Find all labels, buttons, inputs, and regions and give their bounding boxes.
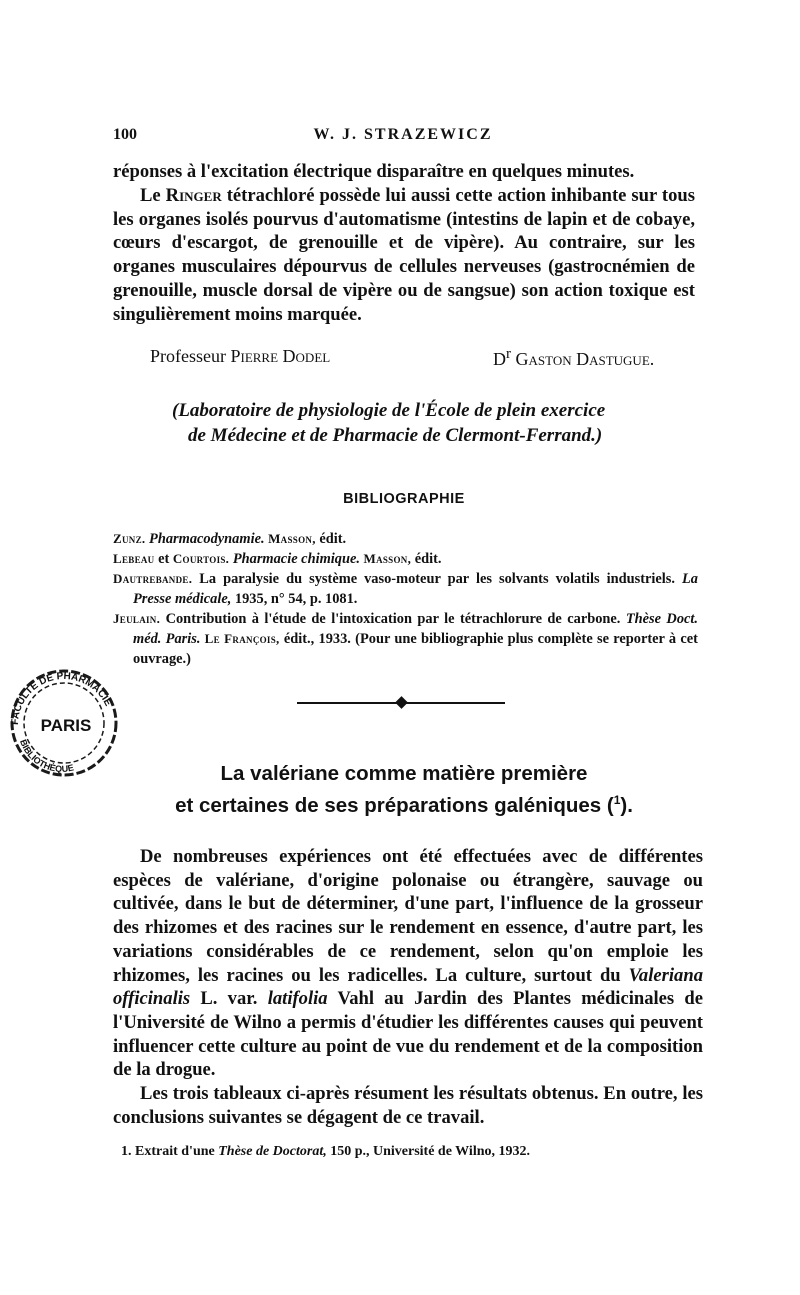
intro-line: réponses à l'excitation électrique disparaître en quelques minutes. bbox=[113, 161, 635, 182]
bib-entry: Zunz. Pharmacodynamie. Masson, édit. bbox=[113, 531, 347, 547]
bib-entry: Dautrebande. La paralysie du système vaso-moteur par les solvants volatils industriels. La Presse médicale, 1935, n° 54, p. 1081. bbox=[113, 571, 698, 607]
stamp-bottom-text: BIBLIOTHÈQUE bbox=[18, 738, 75, 775]
article-paragraph: De nombreuses expériences ont été effectuées avec de différentes espèces de valériane, d'origine polonaise ou étrangère, sauvage ou cultivée, dans le but de déterminer, d'une part, l'influence de la grosseur des rhizomes et des racines sur le rendement en essence, d'autre part, les variations considérables de ce rendement, selon qu'on emploie les rhizomes, les racines ou les radicelles. La culture, surtout du Valeriana officinalis L. var. latifolia Vahl au Jardin des Plantes médicinales de l'Université de Wilno a permis d'étudier les différentes causes qui peuvent influencer cette culture au point de vue du rendement et de la composition de la drogue. bbox=[113, 846, 703, 1081]
bibliography-title: BIBLIOGRAPHIE bbox=[343, 491, 465, 507]
page-number: 100 bbox=[113, 126, 137, 143]
article-body bbox=[113, 845, 703, 1129]
running-header bbox=[113, 126, 693, 148]
signature-dastugue: $D^r$ Gaston Dastugue. bbox=[493, 346, 655, 369]
intro-paragraph: Le Ringer tétrachloré possède lui aussi cette action inhibante sur tous les organes isolés pourvus d'automatisme (intestins de lapin et de cobaye, cœurs d'escargot, de grenouille et de vipère). Au contraire, sur les organes musculaires dépourvus de cellules nerveuses (gastrocnémien de grenouille, muscle dorsal de vipère ou de sangsue) son action toxique est singulièrement moins marquée. bbox=[113, 184, 695, 325]
article-paragraph: Les trois tableaux ci-après résument les résultats obtenus. En outre, les conclusions suivantes se dégagent de ce travail. bbox=[113, 1083, 703, 1128]
stamp-center-text: PARIS bbox=[40, 716, 92, 735]
footnote-ref: 1 bbox=[613, 793, 621, 807]
stamp-top-text: FACULTÉ DE PHARMACIE bbox=[9, 670, 114, 726]
bib-entry: Lebeau et Courtois. Pharmacie chimique. Masson, édit. bbox=[113, 551, 442, 567]
library-stamp-icon bbox=[0, 659, 118, 784]
species-name: Valeriana officinalis bbox=[113, 964, 703, 1010]
footnote: 1. Extrait d'une Thèse de Doctorat, 150 p., Université de Wilno, 1932. bbox=[121, 1144, 530, 1159]
bibliography-list bbox=[113, 529, 698, 669]
laboratory-affiliation: (Laboratoire de physiologie de l'École de plein exercice de Médecine et de Pharmacie de Clermont-Ferrand.) bbox=[172, 400, 606, 446]
section-divider bbox=[297, 699, 505, 707]
running-head-author: W. J. STRAZEWICZ bbox=[313, 126, 493, 143]
variety-name: latifolia bbox=[267, 988, 328, 1010]
ringer-term: Ringer bbox=[165, 184, 222, 206]
intro-text bbox=[113, 160, 695, 327]
article-title: La valériane comme matière première et certaines de ses préparations galéniques ($^1$). bbox=[175, 762, 633, 817]
bib-entry: Jeulain. Contribution à l'étude de l'intoxication par le tétrachlorure de carbone. Thèse Doct. méd. Paris. Le François, édit., 1933. (Pour une bibliographie plus complète se reporter à cet ouvrage.) bbox=[113, 611, 698, 667]
signature-dodel: Professeur Pierre Dodel bbox=[150, 346, 331, 366]
diamond-ornament-icon bbox=[395, 696, 408, 709]
